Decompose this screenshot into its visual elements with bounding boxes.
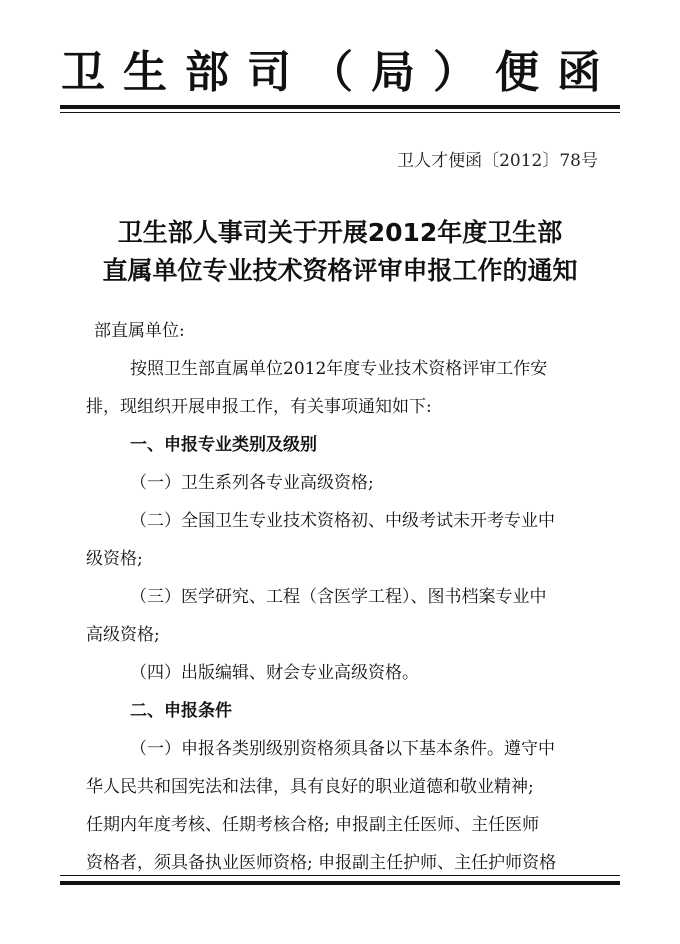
section-1-item-2-line-1: （二）全国卫生专业技术资格初、中级考试未开考专业中: [130, 511, 555, 531]
footer-rule-thin: [60, 875, 620, 876]
section-1-item-3-line-1: （三）医学研究、工程（含医学工程）、图书档案专业中: [130, 587, 547, 607]
salutation: 部直属单位:: [94, 321, 185, 341]
section-1-heading: 一、申报专业类别及级别: [130, 435, 317, 455]
section-1-item-1: （一）卫生系列各专业高级资格;: [130, 473, 374, 493]
section-2-item-1-line-4: 资格者，须具备执业医师资格; 申报副主任护师、主任护师资格: [86, 853, 557, 873]
title-line-1: 卫生部人事司关于开展2012年度卫生部: [117, 218, 563, 247]
section-2-item-1-line-2: 华人民共和国宪法和法律，具有良好的职业道德和敬业精神;: [86, 777, 534, 797]
header-rule-thick: [60, 105, 620, 109]
masthead: 卫生部司（局）便函: [61, 47, 619, 98]
document-number: 卫人才便函〔2012〕78号: [397, 151, 598, 171]
section-1-item-3-line-2: 高级资格;: [86, 625, 160, 645]
document-title: [60, 214, 620, 290]
footer-rule-thick: [60, 881, 620, 885]
section-2-heading: 二、申报条件: [130, 701, 232, 721]
section-1-item-4: （四）出版编辑、财会专业高级资格。: [130, 663, 419, 683]
header-rule-thin: [60, 112, 620, 113]
section-1-item-2-line-2: 级资格;: [86, 549, 143, 569]
section-2-item-1-line-1: （一）申报各类别级别资格须具备以下基本条件。遵守中: [130, 739, 555, 759]
title-line-2: 直属单位专业技术资格评审申报工作的通知: [102, 256, 578, 285]
intro-paragraph-line-1: 按照卫生部直属单位2012年度专业技术资格评审工作安: [130, 359, 548, 379]
intro-paragraph-line-2: 排，现组织开展申报工作，有关事项通知如下:: [86, 397, 432, 417]
section-2-item-1-line-3: 任期内年度考核、任期考核合格; 申报副主任医师、主任医师: [86, 815, 540, 835]
